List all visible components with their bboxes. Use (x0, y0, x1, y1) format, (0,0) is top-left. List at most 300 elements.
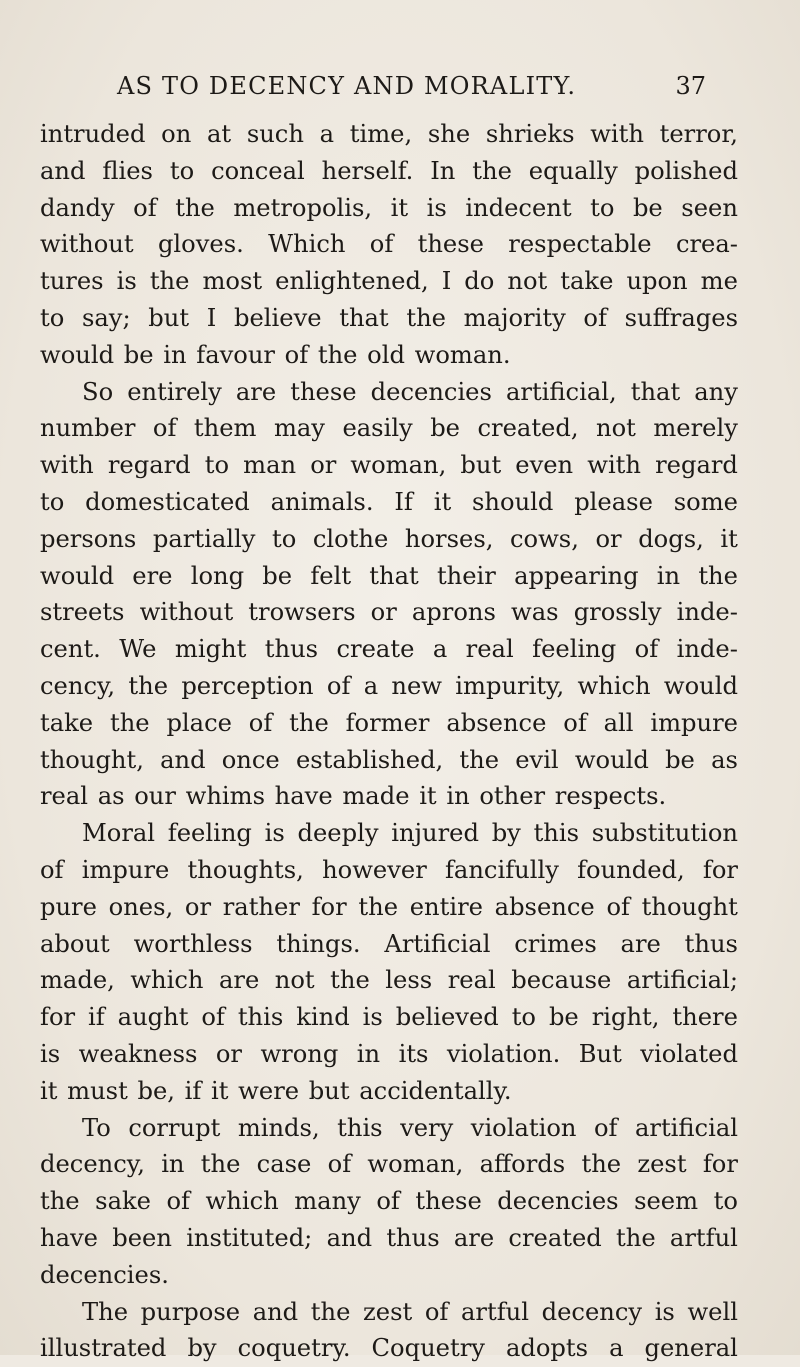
word: without (139, 598, 234, 627)
word: this (337, 1113, 383, 1142)
word: with (590, 120, 644, 148)
word: regard (655, 451, 738, 480)
word: real (447, 966, 496, 995)
text-line (40, 521, 738, 558)
word: and (326, 1223, 373, 1252)
word: deeply (297, 819, 379, 848)
text-line (40, 999, 738, 1036)
word: terror, (659, 120, 738, 148)
word: The (82, 1297, 129, 1326)
word: pure (40, 892, 97, 921)
word: Moral (82, 819, 156, 848)
word: the (175, 193, 215, 222)
text-line (40, 484, 738, 521)
word: a (363, 671, 379, 700)
word: of (593, 1113, 618, 1142)
word: Artificial (384, 929, 491, 958)
word: which (205, 1187, 279, 1216)
word: that (630, 377, 681, 406)
text-line (40, 1183, 738, 1220)
word: are (453, 1223, 495, 1252)
word: streets (40, 598, 125, 627)
word: the (698, 561, 738, 590)
word: very (400, 1113, 454, 1142)
word: We (119, 635, 157, 664)
word: the (149, 267, 190, 296)
word: for (702, 855, 738, 884)
word: or (310, 451, 337, 480)
word: and (252, 1297, 299, 1326)
word: created (508, 1223, 602, 1252)
text-line (40, 1330, 738, 1367)
word: these (415, 1187, 482, 1216)
word: be (262, 561, 293, 590)
word: to (40, 303, 65, 332)
word: zest (363, 1297, 413, 1326)
word: should (472, 487, 554, 516)
word: dandy (40, 193, 115, 222)
word: of (327, 1150, 352, 1179)
word: most (202, 267, 263, 296)
word: thoughts, (187, 855, 304, 884)
word: the (616, 1223, 656, 1252)
word: that (339, 303, 389, 332)
word: illustrated (40, 1334, 167, 1363)
word: a (609, 1334, 624, 1363)
word: at (206, 120, 232, 148)
word: I (206, 303, 217, 332)
word: aprons (411, 598, 496, 627)
word: without (40, 230, 134, 259)
word: which (130, 966, 204, 995)
word: might (174, 635, 247, 664)
page-header (0, 72, 800, 112)
word: injured (391, 819, 479, 848)
word: conceal (211, 156, 305, 185)
word: cows, (510, 524, 579, 553)
word: partially (152, 524, 256, 553)
word: enlightened, (275, 267, 429, 296)
word: well (687, 1297, 738, 1326)
word: not (274, 966, 315, 995)
word: be (665, 745, 695, 774)
word: easily (342, 414, 413, 443)
word: the (330, 966, 370, 995)
word: suffrages (624, 303, 738, 332)
word: with (587, 451, 641, 480)
word: a (432, 635, 448, 664)
word: grossly (573, 598, 662, 627)
word: upon (626, 267, 688, 296)
word: many (294, 1187, 361, 1216)
word: woman, (367, 1150, 464, 1179)
word: and (160, 745, 206, 774)
word: Which (268, 230, 346, 259)
text-line (40, 1036, 738, 1073)
word: violated (640, 1039, 738, 1068)
text-line (40, 852, 738, 889)
word: believed (395, 1003, 499, 1032)
word: because (511, 966, 612, 995)
word: zest (637, 1150, 687, 1179)
text-line (40, 226, 738, 263)
word: majority (463, 303, 566, 332)
word: thus (386, 1223, 440, 1252)
word: aught (117, 1003, 189, 1032)
word: would (574, 745, 649, 774)
word: by (491, 819, 521, 848)
word: wrong (260, 1039, 339, 1068)
word: take (560, 267, 614, 296)
page-number: 37 (675, 72, 706, 100)
word: impurity, (455, 671, 565, 700)
word: decency (541, 1297, 643, 1326)
word: be (430, 414, 461, 443)
word: is (362, 1003, 383, 1032)
word: be (632, 193, 663, 222)
word: coquetry. (237, 1334, 351, 1363)
word: to (590, 193, 615, 222)
word: believe (233, 303, 322, 332)
word: woman, (350, 451, 447, 480)
word: to (169, 156, 195, 185)
word: it (390, 193, 409, 222)
word: in (656, 561, 681, 590)
word: I (441, 267, 452, 296)
text-line (40, 742, 738, 779)
word: their (436, 561, 496, 590)
word: entirely (127, 377, 222, 406)
word: worthless (133, 929, 253, 958)
word: evil (515, 745, 559, 774)
word: ere (132, 561, 173, 590)
word: perception (181, 671, 314, 700)
word: of (376, 1187, 400, 1216)
text-line (40, 153, 738, 190)
word: these (417, 230, 484, 259)
text-line: it must be, if it were but accidentally. (40, 1076, 512, 1105)
word: impure (81, 855, 170, 884)
word: of (634, 635, 659, 664)
word: violation. (446, 1039, 561, 1068)
word: but (460, 451, 502, 480)
word: fancifully (444, 855, 559, 884)
word: decency, (40, 1150, 145, 1179)
word: thought (641, 892, 738, 921)
word: for (40, 1003, 76, 1032)
text-line (40, 705, 738, 742)
word: is (116, 267, 137, 296)
word: appearing (514, 561, 639, 590)
word: as (711, 745, 738, 774)
word: corrupt (128, 1113, 221, 1142)
word: would (663, 671, 738, 700)
word: clothe (312, 524, 389, 553)
word: cency, (40, 671, 116, 700)
word: create (336, 635, 415, 664)
word: inde- (676, 598, 738, 627)
word: the (472, 156, 512, 185)
word: or (595, 524, 622, 553)
word: shrieks (485, 120, 575, 148)
word: any (694, 377, 738, 406)
word: adopts (505, 1334, 589, 1363)
word: domesticated (85, 487, 250, 516)
text-line (40, 263, 738, 300)
word: artificial (634, 1113, 738, 1142)
word: number (40, 414, 136, 443)
word: artful (669, 1223, 738, 1252)
text-line (40, 631, 738, 668)
word: the (459, 745, 500, 774)
word: the (358, 892, 399, 921)
word: animals. (270, 487, 374, 516)
word: crimes (514, 929, 597, 958)
word: made, (40, 966, 115, 995)
word: to (713, 1187, 738, 1216)
word: the (109, 708, 150, 737)
word: may (273, 414, 325, 443)
word: new (391, 671, 443, 700)
word: respectable (508, 230, 652, 259)
word: absence (494, 892, 595, 921)
word: of (326, 671, 351, 700)
word: which (577, 671, 651, 700)
word: inde- (676, 635, 738, 664)
word: thus (684, 929, 738, 958)
word: would (40, 561, 115, 590)
word: affords (479, 1150, 566, 1179)
word: ones, (108, 892, 174, 921)
text-line (40, 1220, 738, 1257)
word: feeling (532, 635, 617, 664)
word: substitution (591, 819, 738, 848)
text-line (40, 889, 738, 926)
word: me (700, 267, 738, 296)
word: general (644, 1334, 738, 1363)
word: of (583, 303, 607, 332)
word: these (290, 377, 357, 406)
word: right, (591, 1003, 660, 1032)
word: seem (634, 1187, 699, 1216)
word: rather (222, 892, 300, 921)
word: or (370, 598, 397, 627)
word: case (256, 1150, 312, 1179)
word: former (345, 708, 430, 737)
text-line (40, 668, 738, 705)
word: say; (81, 303, 131, 332)
text-line (40, 1294, 738, 1331)
word: trowsers (248, 598, 356, 627)
word: decencies (497, 1187, 619, 1216)
word: But (578, 1039, 622, 1068)
word: violation (470, 1113, 577, 1142)
word: all (603, 708, 634, 737)
word: this (533, 819, 580, 848)
word: them (193, 414, 257, 443)
word: not (596, 414, 636, 443)
word: to (40, 487, 65, 516)
text-line (40, 410, 738, 447)
word: things. (276, 929, 361, 958)
word: are (620, 929, 661, 958)
word: be (548, 1003, 579, 1032)
text-line (40, 594, 738, 631)
word: tures (40, 267, 104, 296)
word: thus (264, 635, 319, 664)
word: is (426, 193, 447, 222)
word: was (511, 598, 559, 627)
word: been (112, 1223, 172, 1252)
word: to (511, 1003, 536, 1032)
text-line (40, 1146, 738, 1183)
word: merely (653, 414, 738, 443)
word: take (40, 708, 94, 737)
word: impure (650, 708, 738, 737)
word: is (264, 819, 285, 848)
word: by (187, 1334, 217, 1363)
word: seen (681, 193, 738, 222)
word: established, (295, 745, 444, 774)
word: have (40, 1223, 98, 1252)
word: artful (461, 1297, 529, 1326)
text-line (40, 190, 738, 227)
word: feeling (167, 819, 252, 848)
word: flies (102, 156, 153, 185)
word: minds, (237, 1113, 320, 1142)
word: to (271, 524, 297, 553)
word: in (161, 1150, 185, 1179)
word: place (166, 708, 232, 737)
word: that (369, 561, 419, 590)
word: or (215, 1039, 242, 1068)
word: absence (446, 708, 547, 737)
word: man (243, 451, 297, 480)
word: do (464, 267, 495, 296)
word: such (246, 120, 304, 148)
text-line: would be in favour of the old woman. (40, 340, 511, 369)
word: dogs, (638, 524, 704, 553)
word: less (385, 966, 433, 995)
word: indecent (465, 193, 572, 222)
word: the (406, 303, 446, 332)
word: but (148, 303, 190, 332)
text-line (40, 815, 738, 852)
text-line (40, 926, 738, 963)
text-line (40, 116, 738, 153)
word: a (319, 120, 335, 148)
word: are (235, 377, 277, 406)
word: on (161, 120, 192, 148)
word: horses, (404, 524, 494, 553)
word: Coquetry (371, 1334, 485, 1363)
word: the (40, 1187, 80, 1216)
word: instituted; (186, 1223, 313, 1252)
word: entire (409, 892, 483, 921)
word: the (128, 671, 169, 700)
word: thought, (40, 745, 144, 774)
word: for (702, 1150, 738, 1179)
text-line (40, 1110, 738, 1147)
word: purpose (140, 1297, 241, 1326)
word: of (40, 855, 64, 884)
word: If (394, 487, 413, 516)
word: of (133, 193, 157, 222)
word: its (398, 1039, 429, 1068)
word: of (201, 1003, 225, 1032)
word: there (672, 1003, 738, 1032)
word: decencies (370, 377, 492, 406)
word: sake (95, 1187, 151, 1216)
word: cent. (40, 635, 101, 664)
text-line (40, 558, 738, 595)
word: real (465, 635, 514, 664)
word: or (184, 892, 212, 921)
text-line (40, 374, 738, 411)
text-line: decencies. (40, 1260, 169, 1289)
word: created, (477, 414, 579, 443)
word: of (369, 230, 394, 259)
body-text (40, 116, 738, 1367)
word: the (581, 1150, 622, 1179)
word: of (424, 1297, 449, 1326)
word: gloves. (157, 230, 244, 259)
word: kind (296, 1003, 350, 1032)
word: even (515, 451, 574, 480)
word: herself. (321, 156, 414, 185)
word: is (654, 1297, 675, 1326)
word: regard (107, 451, 191, 480)
word: metropolis, (233, 193, 373, 222)
word: So (82, 377, 114, 406)
word: if (88, 1003, 105, 1032)
word: artificial, (505, 377, 617, 406)
word: once (221, 745, 280, 774)
word: intruded (40, 120, 146, 148)
word: polished (634, 156, 738, 185)
word: it (720, 524, 738, 553)
running-title: AS TO DECENCY AND MORALITY. (117, 72, 577, 100)
word: the (310, 1297, 351, 1326)
text-line (40, 300, 738, 337)
word: artificial; (626, 966, 738, 995)
word: the (200, 1150, 241, 1179)
word: of (152, 414, 177, 443)
word: weakness (78, 1039, 198, 1068)
word: of (166, 1187, 191, 1216)
word: time, (349, 120, 413, 148)
text-line (40, 962, 738, 999)
word: persons (40, 524, 137, 553)
word: please (574, 487, 653, 516)
word: founded, (577, 855, 685, 884)
word: some (673, 487, 738, 516)
word: is (40, 1039, 61, 1068)
word: about (40, 929, 110, 958)
word: crea- (675, 230, 738, 259)
word: of (248, 708, 273, 737)
word: to (204, 451, 230, 480)
word: with (40, 451, 94, 480)
word: long (190, 561, 245, 590)
word: the (289, 708, 329, 737)
word: for (311, 892, 347, 921)
word: however (322, 855, 427, 884)
word: this (237, 1003, 284, 1032)
word: In (430, 156, 456, 185)
text-line: real as our whims have made it in other respects. (40, 782, 667, 811)
word: she (427, 120, 471, 148)
